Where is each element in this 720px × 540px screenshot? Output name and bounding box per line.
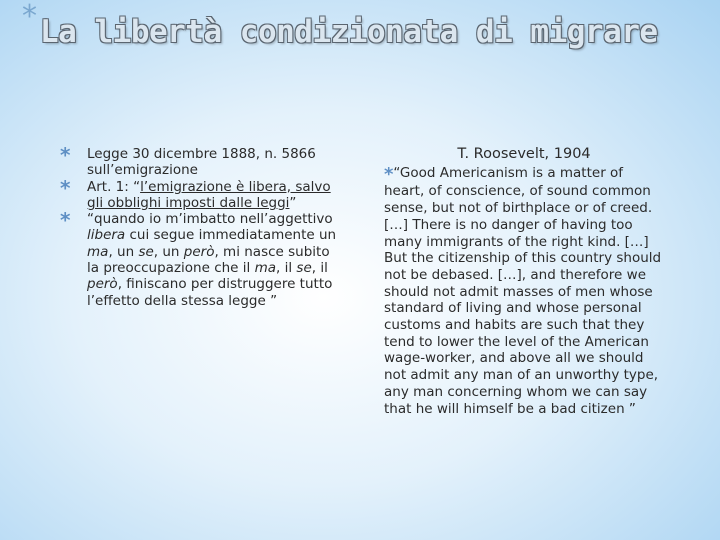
bullet-text: Legge 30 dicembre 1888, n. 5866 sull’emigrazione [87,146,316,179]
roosevelt-quote [384,165,664,418]
quote-part: , un [153,243,184,260]
right-heading: T. Roosevelt, 1904 [457,146,591,162]
quote-italic: se [138,243,154,260]
asterisk-bullet-icon: * [60,208,71,233]
title-bullet-icon: * [22,0,37,34]
bullet-quote [60,208,340,309]
bullet-legge [60,143,340,179]
slide-title: La libertà condizionata di migrare [40,14,658,50]
quote-part: , il [276,260,297,277]
asterisk-bullet-icon: * [384,163,394,185]
quote-italic: ma [254,260,277,277]
quote-part: cui segue immediatamente un [125,227,337,244]
quote-part: , mi nasce subito la preoccupazione che il [87,243,330,277]
bullet-art1 [60,175,340,212]
quote-italic: ma [87,243,109,260]
quote-italic: però [183,243,215,260]
quote-italic: se [296,260,312,277]
bullet-text-prefix: Art. 1: “ [87,178,141,195]
underlined-text: l’emigrazione è libera, salvo gli obblighi imposti dalle leggi [87,178,331,211]
quote-part: “quando io m’imbatto nell’aggettivo [87,211,333,228]
quote-italic: però [87,276,118,293]
quote-part: , il [311,260,328,277]
quote-part: , un [108,243,139,260]
asterisk-bullet-icon: * [60,175,71,200]
quote-part: , finiscano per distruggere tutto l’effetto della stessa legge ” [87,276,333,309]
bullet-text-suffix: ” [289,194,297,211]
right-column [384,146,664,417]
quote-text: “Good Americanism is a matter of heart, of conscience, of sound common sense, but not of birthplace or of creed. […] There is no danger of having too many immigrants of the right kind. […] But the citizenship of this country should not be debased. […], and therefore we should not admit masses of men whose standard of living and whose personal customs and habits are such that they tend to lower the level of the American wage-worker, and above all we should not admit any man of an unworthy type, any man concerning whom we can say that he will himself be a bad citizen ” [384,164,662,417]
asterisk-bullet-icon: * [60,143,71,167]
left-column [60,143,340,309]
quote-italic: libera [87,227,126,244]
